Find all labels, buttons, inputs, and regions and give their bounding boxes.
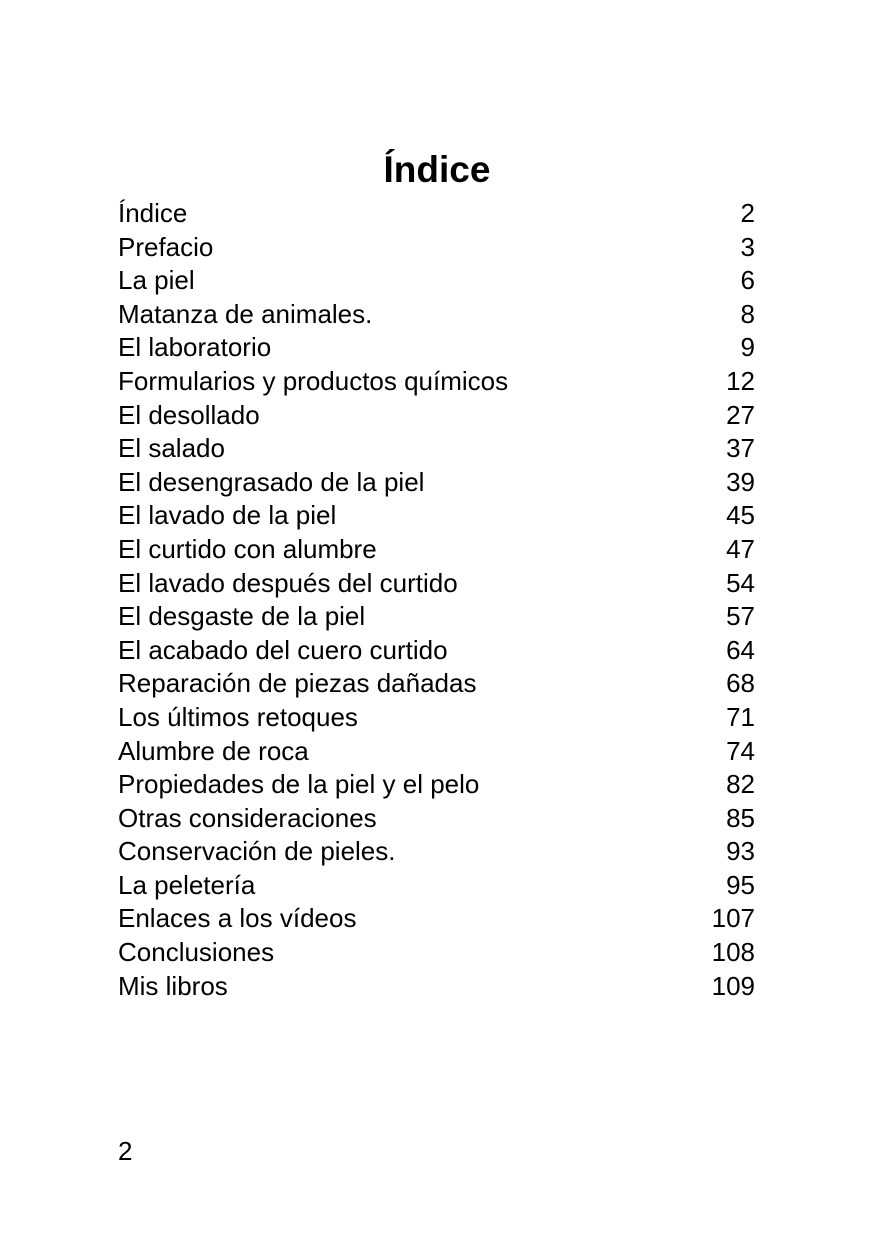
toc-entry-page: 37 [726,433,755,464]
table-of-contents [118,197,755,1003]
toc-entry-page: 85 [726,802,755,833]
toc-entry-page: 54 [726,567,755,598]
toc-entry[interactable] [118,701,755,735]
toc-entry-page: 47 [726,533,755,564]
toc-entry-page: 64 [726,634,755,665]
toc-entry-page: 107 [711,903,755,934]
toc-entry-page: 27 [726,399,755,430]
toc-entry-page: 68 [726,668,755,699]
toc-entry[interactable] [118,869,755,903]
toc-entry-label: Otras consideraciones [118,802,377,833]
toc-entry-page: 8 [740,298,755,329]
toc-entry-page: 39 [726,466,755,497]
toc-entry-label: Enlaces a los vídeos [118,903,357,934]
toc-entry[interactable] [118,835,755,869]
toc-entry-page: 82 [726,769,755,800]
toc-entry[interactable] [118,735,755,769]
toc-entry-label: El desgaste de la piel [118,601,366,632]
toc-entry[interactable] [118,567,755,601]
toc-entry[interactable] [118,331,755,365]
toc-entry-label: Los últimos retoques [118,701,358,732]
toc-entry[interactable] [118,432,755,466]
toc-entry-label: El salado [118,433,225,464]
toc-entry-label: Conservación de pieles. [118,836,396,867]
toc-entry[interactable] [118,634,755,668]
toc-entry-label: La peletería [118,869,256,900]
toc-entry[interactable] [118,600,755,634]
toc-entry-label: El desengrasado de la piel [118,466,425,497]
toc-entry-page: 3 [740,231,755,262]
toc-entry-page: 109 [711,970,755,1001]
toc-entry-label: Conclusiones [118,937,275,968]
toc-entry-page: 12 [726,365,755,396]
page-title: Índice [383,149,491,190]
toc-entry[interactable] [118,499,755,533]
toc-entry-label: Propiedades de la piel y el pelo [118,769,480,800]
toc-entry-label: Mis libros [118,970,228,1001]
toc-entry[interactable] [118,533,755,567]
toc-entry-page: 9 [740,332,755,363]
toc-entry[interactable] [118,970,755,1004]
toc-entry-page: 2 [740,198,755,228]
toc-entry-label: Índice [118,198,188,228]
toc-entry-page: 74 [726,735,755,766]
toc-entry-label: Prefacio [118,231,214,262]
toc-entry[interactable] [118,802,755,836]
toc-entry[interactable] [118,399,755,433]
toc-entry-label: El desollado [118,399,260,430]
toc-entry-page: 6 [740,265,755,296]
toc-entry-label: El laboratorio [118,332,272,363]
toc-entry[interactable] [118,667,755,701]
toc-entry-label: El lavado de la piel [118,500,337,531]
toc-entry-label: Formularios y productos químicos [118,365,509,396]
toc-entry-page: 71 [726,701,755,732]
toc-entry-label: La piel [118,265,195,296]
toc-entry-label: El lavado después del curtido [118,567,458,598]
toc-entry-label: El curtido con alumbre [118,533,377,564]
toc-entry[interactable] [118,365,755,399]
toc-entry[interactable] [118,197,755,231]
toc-entry-label: Reparación de piezas dañadas [118,668,477,699]
toc-entry-label: El acabado del cuero curtido [118,634,448,665]
toc-entry-label: Alumbre de roca [118,735,309,766]
toc-entry-page: 45 [726,500,755,531]
toc-entry[interactable] [118,902,755,936]
toc-entry-page: 108 [711,937,755,968]
toc-entry[interactable] [118,298,755,332]
toc-entry[interactable] [118,264,755,298]
toc-entry[interactable] [118,936,755,970]
toc-entry[interactable] [118,231,755,265]
toc-entry-page: 93 [726,836,755,867]
toc-entry[interactable] [118,466,755,500]
toc-entry[interactable] [118,768,755,802]
toc-entry-page: 57 [726,601,755,632]
toc-entry-page: 95 [726,869,755,900]
toc-entry-label: Matanza de animales. [118,298,373,329]
page-number: 2 [118,1136,133,1166]
